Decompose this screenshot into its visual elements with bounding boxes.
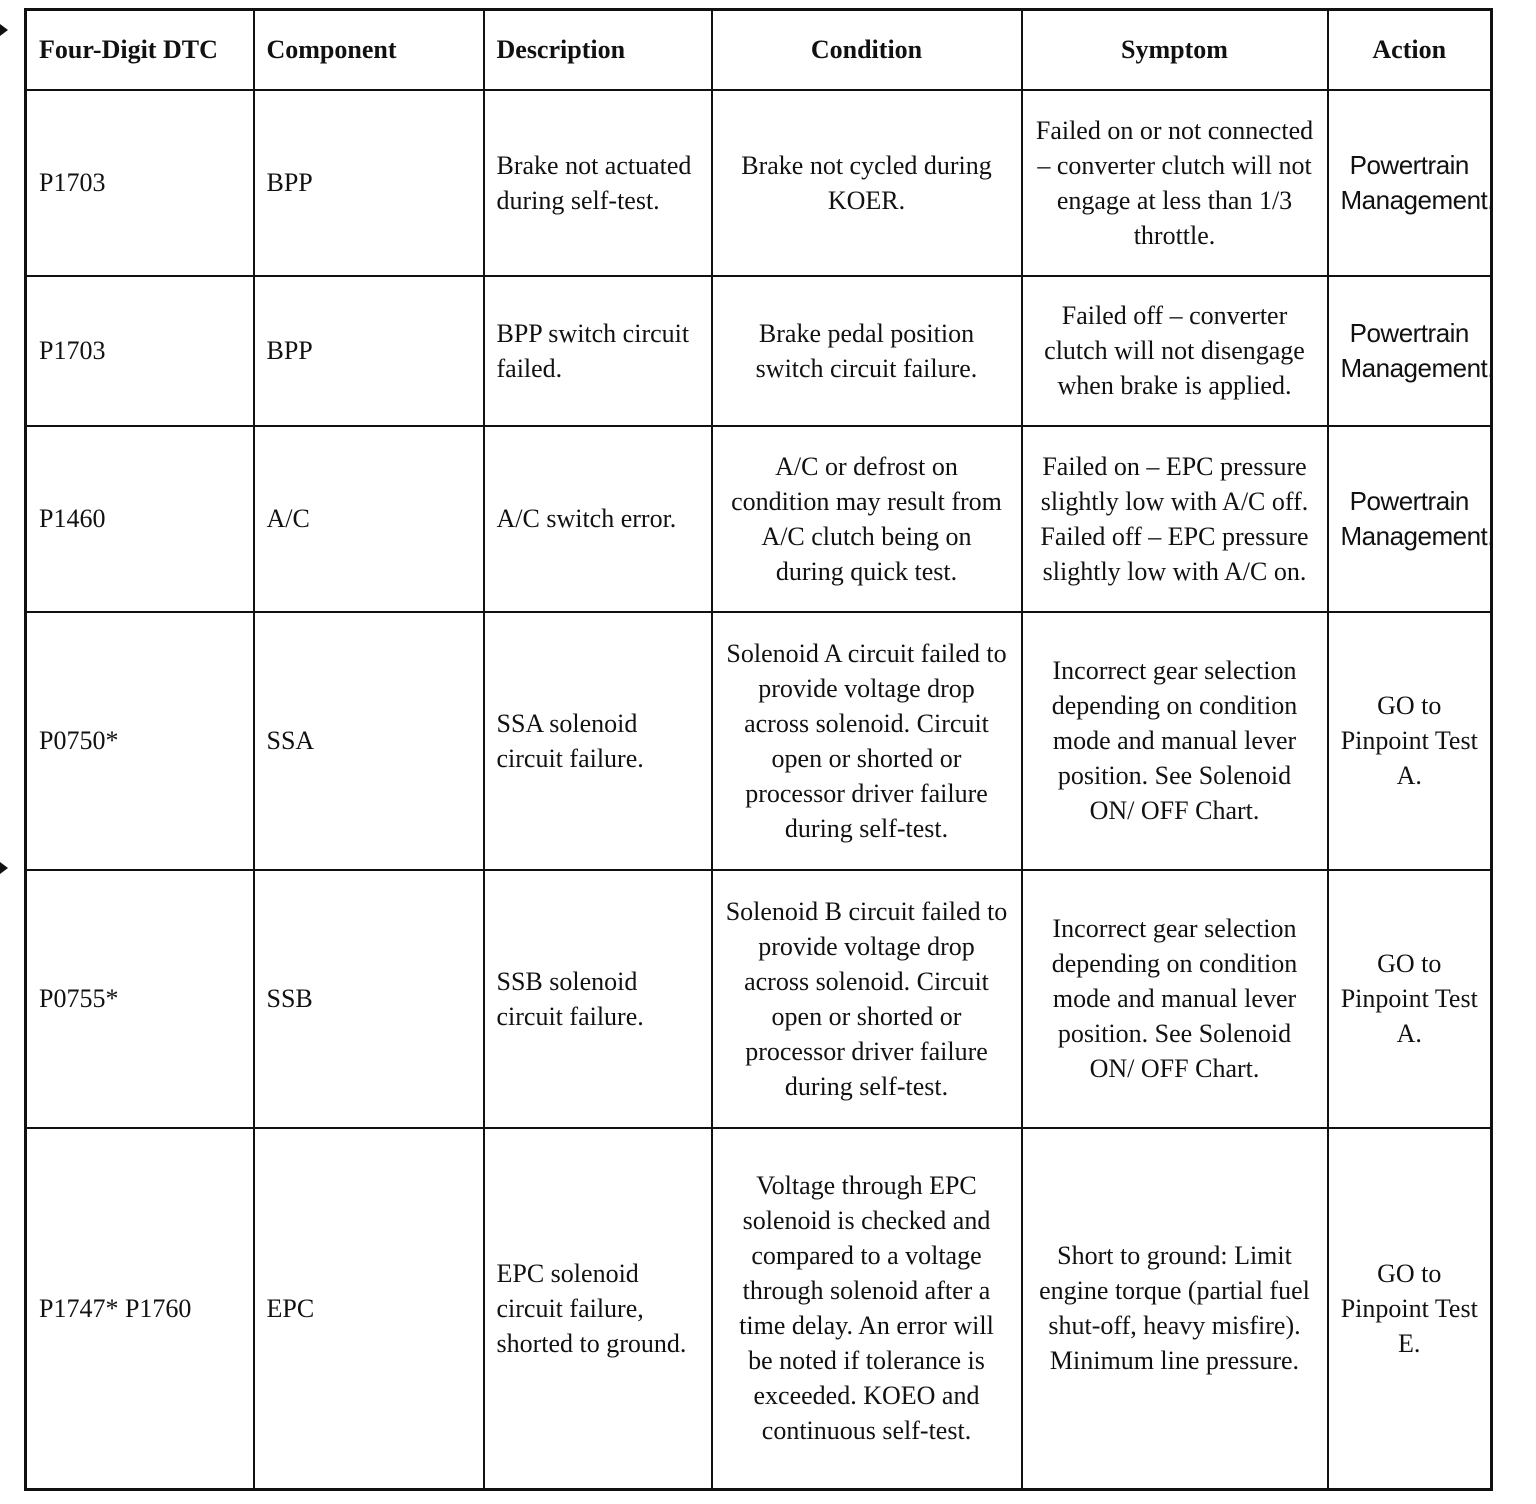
margin-mark-bottom bbox=[0, 862, 8, 874]
header-description: Description bbox=[484, 10, 712, 90]
margin-mark-top bbox=[0, 24, 8, 36]
component: A/C bbox=[254, 426, 484, 612]
condition: Solenoid B circuit failed to provide voltage drop across solenoid. Circuit open or shorted or processor driver failure during self-test. bbox=[712, 870, 1022, 1128]
action: GO to Pinpoint Test A. bbox=[1328, 612, 1492, 870]
symptom: Failed on – EPC pressure slightly low with A/C off. Failed off – EPC pressure slightly low with A/C on. bbox=[1022, 426, 1328, 612]
action: GO to Pinpoint Test A. bbox=[1328, 870, 1492, 1128]
table-row bbox=[26, 90, 1492, 276]
description: A/C switch error. bbox=[484, 426, 712, 612]
symptom: Incorrect gear selection depending on condition mode and manual lever position. See Solenoid ON/ OFF Chart. bbox=[1022, 612, 1328, 870]
dtc-table bbox=[24, 8, 1493, 1491]
dtc-code: P0755* bbox=[26, 870, 254, 1128]
component: SSB bbox=[254, 870, 484, 1128]
table-row bbox=[26, 612, 1492, 870]
action: Powertrain Management. bbox=[1328, 276, 1492, 426]
action: Powertrain Management. bbox=[1328, 426, 1492, 612]
condition: Solenoid A circuit failed to provide voltage drop across solenoid. Circuit open or shorted or processor driver failure during self-test. bbox=[712, 612, 1022, 870]
header-component: Component bbox=[254, 10, 484, 90]
description: SSA solenoid circuit failure. bbox=[484, 612, 712, 870]
dtc-code: P0750* bbox=[26, 612, 254, 870]
action: Powertrain Management. bbox=[1328, 90, 1492, 276]
dtc-code: P1703 bbox=[26, 90, 254, 276]
header-dtc: Four-Digit DTC bbox=[26, 10, 254, 90]
header-condition: Condition bbox=[712, 10, 1022, 90]
description: Brake not actuated during self-test. bbox=[484, 90, 712, 276]
table-row bbox=[26, 426, 1492, 612]
condition: Brake pedal position switch circuit failure. bbox=[712, 276, 1022, 426]
description: EPC solenoid circuit failure, shorted to ground. bbox=[484, 1128, 712, 1490]
action: GO to Pinpoint Test E. bbox=[1328, 1128, 1492, 1490]
component: BPP bbox=[254, 276, 484, 426]
header-row bbox=[26, 10, 1492, 90]
symptom: Failed on or not connected – converter clutch will not engage at less than 1/3 throttle. bbox=[1022, 90, 1328, 276]
symptom: Incorrect gear selection depending on condition mode and manual lever position. See Solenoid ON/ OFF Chart. bbox=[1022, 870, 1328, 1128]
component: EPC bbox=[254, 1128, 484, 1490]
dtc-code: P1703 bbox=[26, 276, 254, 426]
condition: A/C or defrost on condition may result from A/C clutch being on during quick test. bbox=[712, 426, 1022, 612]
condition: Brake not cycled during KOER. bbox=[712, 90, 1022, 276]
condition: Voltage through EPC solenoid is checked and compared to a voltage through solenoid after a time delay. An error will be noted if tolerance is exceeded. KOEO and continuous self-test. bbox=[712, 1128, 1022, 1490]
table-row bbox=[26, 276, 1492, 426]
dtc-code: P1747* P1760 bbox=[26, 1128, 254, 1490]
component: SSA bbox=[254, 612, 484, 870]
description: SSB solenoid circuit failure. bbox=[484, 870, 712, 1128]
component: BPP bbox=[254, 90, 484, 276]
dtc-code: P1460 bbox=[26, 426, 254, 612]
symptom: Short to ground: Limit engine torque (partial fuel shut-off, heavy misfire). Minimum line pressure. bbox=[1022, 1128, 1328, 1490]
table-row bbox=[26, 1128, 1492, 1490]
symptom: Failed off – converter clutch will not disengage when brake is applied. bbox=[1022, 276, 1328, 426]
header-action: Action bbox=[1328, 10, 1492, 90]
table-row bbox=[26, 870, 1492, 1128]
header-symptom: Symptom bbox=[1022, 10, 1328, 90]
description: BPP switch circuit failed. bbox=[484, 276, 712, 426]
